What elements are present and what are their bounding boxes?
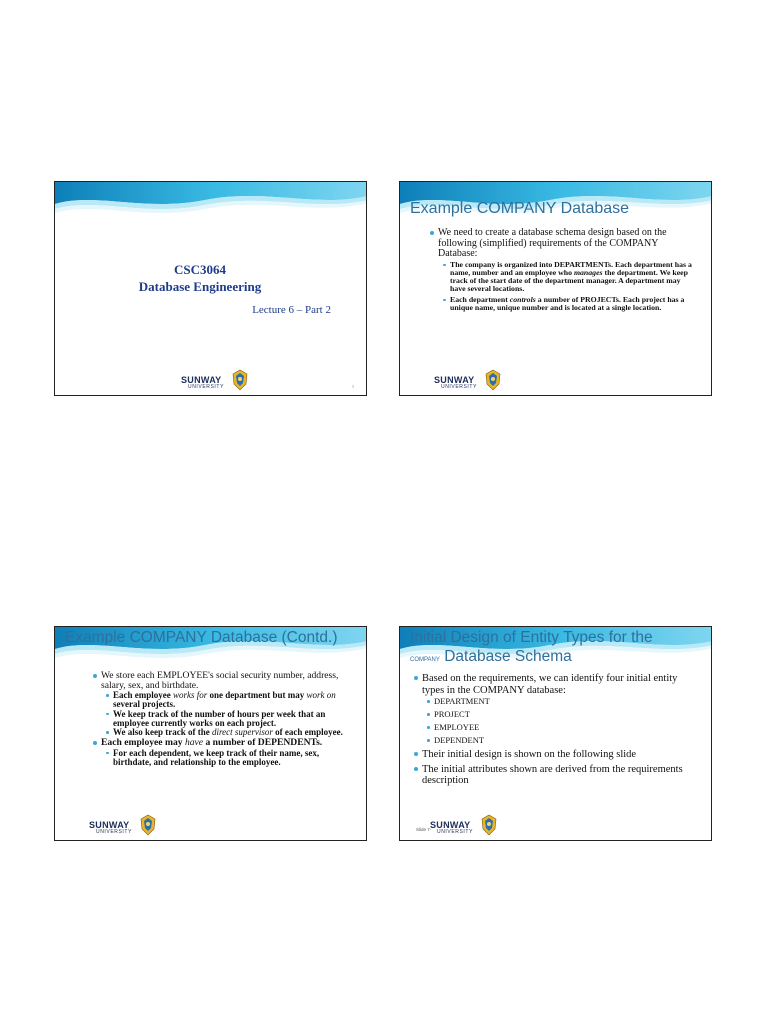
- logo-word: SUNWAY: [430, 820, 471, 830]
- italic-term: manages: [573, 267, 603, 277]
- sub-bullet-text: of each employee.: [272, 727, 343, 738]
- slide-example-company-contd: [54, 626, 367, 841]
- sub-bullet: [105, 710, 352, 728]
- sunway-logo: [430, 820, 506, 838]
- sub-bullet: [105, 728, 352, 737]
- bullet: [414, 749, 697, 761]
- sub-bullet-text: a number of PROJECTs. Each project has a unique name, unique number and is located at a single location.: [450, 294, 685, 312]
- sub-bullet-text: several projects.: [113, 698, 176, 709]
- bullet-text: a number of DEPENDENTs.: [203, 737, 323, 749]
- italic-term: work on: [306, 690, 336, 701]
- heading-line-2: Database Schema: [444, 648, 572, 665]
- sub-bullet: [105, 749, 352, 767]
- sub-bullet-text: Each employee: [113, 690, 173, 701]
- page-number: 1: [352, 384, 354, 389]
- italic-term: works for: [173, 690, 208, 701]
- sunway-logo: [89, 820, 165, 838]
- sunway-logo: [181, 375, 257, 393]
- slide-title-csc3064: [54, 181, 367, 396]
- bullet-text: Each employee may: [101, 737, 185, 749]
- bullet-text: We store each EMPLOYEE's social security number, address, salary, sex, and birthdate.: [101, 670, 339, 691]
- logo-word: SUNWAY: [181, 375, 222, 385]
- bullet-text: Based on the requirements, we can identify four initial entity types in the COMPANY database:: [422, 673, 678, 696]
- heading-line-1: Initial Design of Entity Types for the: [410, 629, 653, 646]
- crest-icon: [231, 369, 249, 391]
- entity-item: PROJECT: [426, 710, 697, 719]
- entity-item: DEPENDENT: [426, 736, 697, 745]
- bullet: [93, 738, 352, 766]
- sub-bullet-text: Each department: [450, 294, 510, 304]
- entity-item: DEPARTMENT: [426, 697, 697, 706]
- bullet: [414, 673, 697, 745]
- sub-bullet-text: the department. We keep track of the start date of the department manager. A department may have several locations.: [450, 267, 688, 294]
- header-wave-decoration: [55, 182, 367, 227]
- crest-icon: [139, 814, 157, 836]
- course-code: CSC3064: [173, 262, 226, 277]
- logo-sub: UNIVERSITY: [96, 829, 133, 835]
- italic-term: have: [184, 737, 204, 749]
- sub-bullet: [442, 261, 697, 294]
- entity-item: EMPLOYEE: [426, 723, 697, 732]
- slide-heading: Example COMPANY Database: [410, 200, 630, 217]
- logo-word: SUNWAY: [89, 820, 130, 830]
- sunway-logo: [434, 375, 510, 393]
- crest-icon: [484, 369, 502, 391]
- bullet-text: Their initial design is shown on the following slide: [422, 749, 637, 760]
- logo-sub: UNIVERSITY: [441, 384, 478, 390]
- bullet-text: We need to create a database schema design based on the following (simplified) requirements of the COMPANY Database:: [438, 227, 667, 259]
- bullet: [430, 228, 697, 312]
- logo-word: SUNWAY: [434, 375, 475, 385]
- sub-bullet-text: We also keep track of the: [113, 727, 212, 738]
- sub-bullet: [442, 296, 697, 313]
- logo-sub: UNIVERSITY: [437, 829, 474, 835]
- heading-small-word: COMPANY: [410, 657, 440, 663]
- slide-heading: [410, 628, 705, 670]
- sub-bullet-text: one department but may: [207, 690, 307, 701]
- slide-footer-note: Slide 7-: [416, 827, 432, 832]
- bullet-text: The initial attributes shown are derived from the requirements description: [422, 763, 683, 786]
- italic-term: controls: [509, 294, 536, 304]
- bullet: [414, 764, 697, 787]
- sub-bullet-text: For each dependent, we keep track of their name, sex, birthdate, and relationship to the employee.: [113, 747, 320, 767]
- sub-bullet-text: The company is organized into DEPARTMENTs. Each department has a name, number and an employee who: [450, 259, 692, 277]
- slide-heading: Example COMPANY Database (Contd.): [65, 629, 338, 646]
- slide-example-company: [399, 181, 712, 396]
- course-name: Database Engineering: [138, 279, 262, 294]
- slide-initial-design: [399, 626, 712, 841]
- sub-bullet-text: We keep track of the number of hours per week that an employee currently works on each project.: [113, 708, 326, 728]
- bullet-list: [93, 671, 352, 767]
- sub-bullet: [105, 691, 352, 709]
- crest-icon: [480, 814, 498, 836]
- bullet-list: [414, 673, 697, 790]
- bullet: [93, 671, 352, 737]
- bullet-list: [430, 228, 697, 314]
- italic-term: direct supervisor: [212, 727, 273, 738]
- lecture-label: Lecture 6 – Part 2: [252, 304, 331, 316]
- logo-sub: UNIVERSITY: [188, 384, 225, 390]
